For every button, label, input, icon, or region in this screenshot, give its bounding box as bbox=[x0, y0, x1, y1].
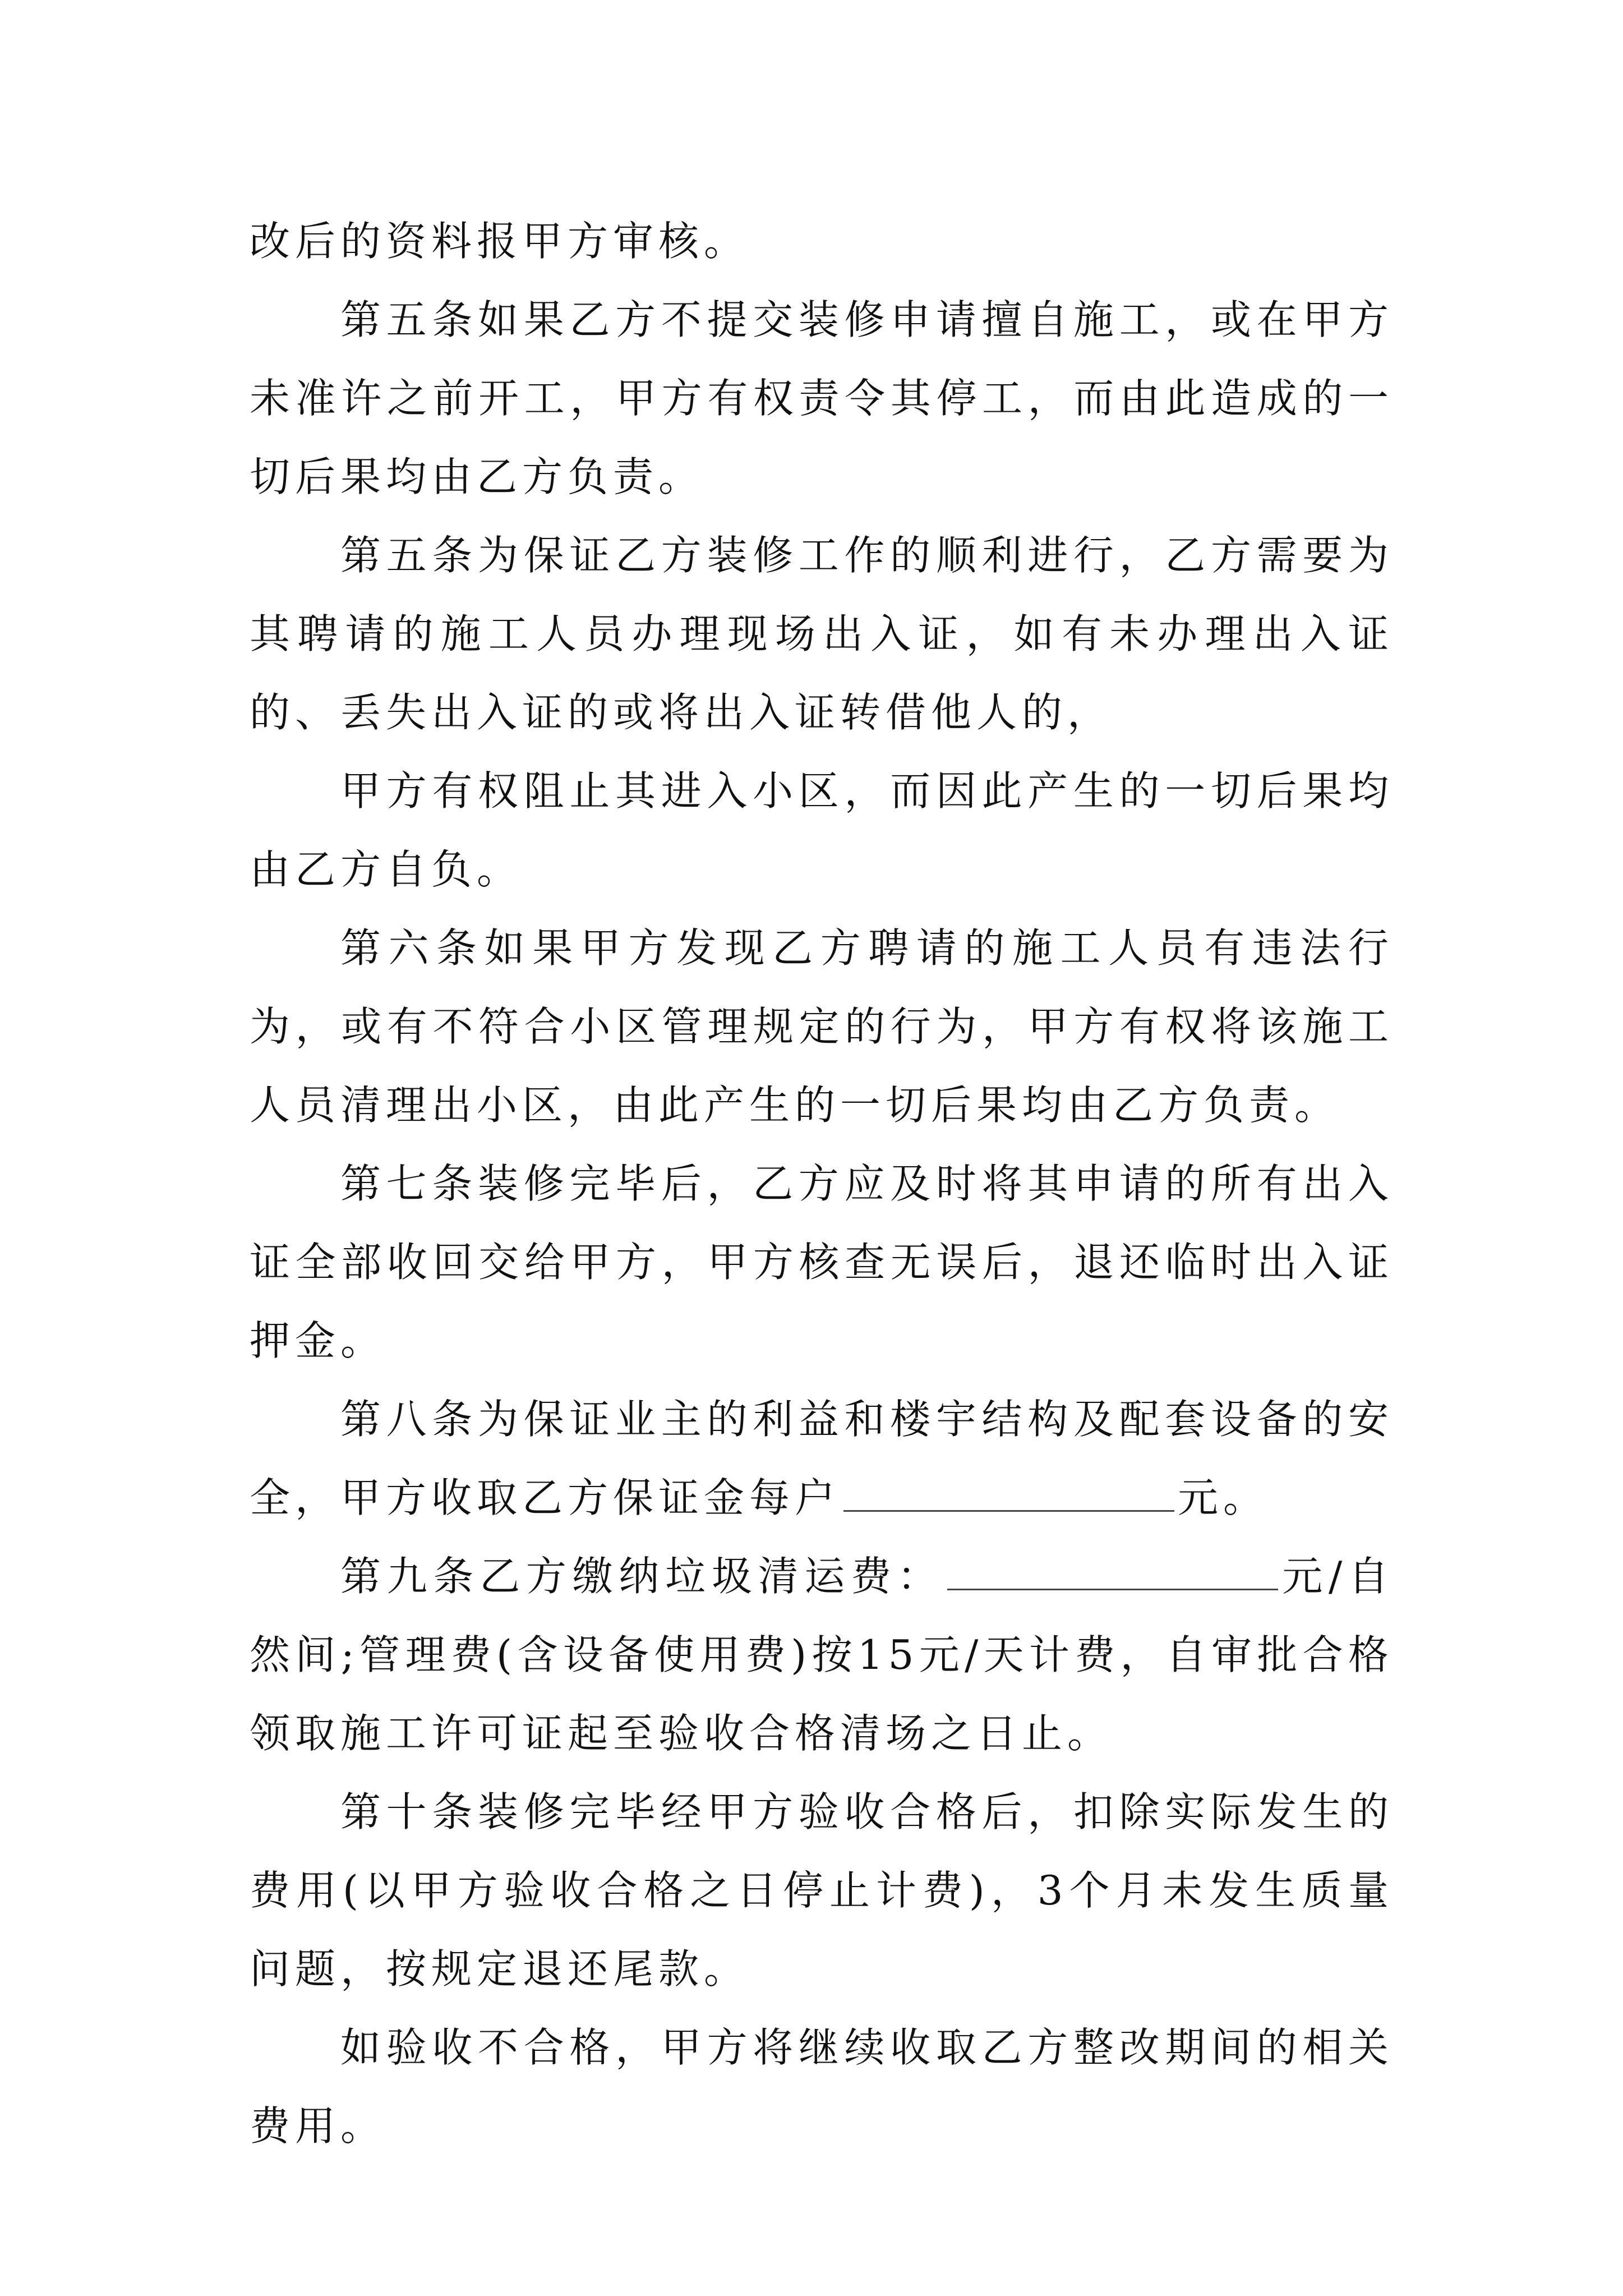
paragraph-article-10: 第十条装修完毕经甲方验收合格后，扣除实际发生的费用(以甲方验收合格之日停止计费)，3个月未发生质量问题，按规定退还尾款。 bbox=[250, 1788, 1394, 1993]
garbage-fee-blank bbox=[947, 1555, 1278, 1590]
paragraph-article-8 bbox=[250, 1380, 1394, 1537]
paragraph-article-5-unauthorized-work: 第五条如果乙方不提交装修申请擅自施工，或在甲方未准许之前开工，甲方有权责令其停工，而由此造成的一切后果均由乙方负责。 bbox=[250, 296, 1394, 500]
paragraph-access-denial: 甲方有权阻止其进入小区，而因此产生的一切后果均由乙方自负。 bbox=[250, 767, 1394, 893]
paragraph-continuation: 改后的资料报甲方审核。 bbox=[250, 218, 750, 265]
deposit-amount-blank bbox=[843, 1476, 1174, 1512]
document-body bbox=[250, 202, 1394, 2165]
article-9-rest: 元/自然间;管理费(含设备使用费)按15元/天计费，自审批合格领取施工许可证起至验收合格清场之日止。 bbox=[250, 1553, 1394, 1757]
article-8-text: 第八条为保证业主的利益和楼宇结构及配套设备的安全，甲方收取乙方保证金每户 bbox=[250, 1396, 1394, 1521]
paragraph-failed-inspection: 如验收不合格，甲方将继续收取乙方整改期间的相关费用。 bbox=[250, 2024, 1394, 2150]
article-9-text: 第九条乙方缴纳垃圾清运费： bbox=[340, 1553, 944, 1600]
paragraph-article-9 bbox=[250, 1537, 1394, 1773]
paragraph-article-7: 第七条装修完毕后，乙方应及时将其申请的所有出入证全部收回交给甲方，甲方核查无误后，退还临时出入证押金。 bbox=[250, 1160, 1394, 1364]
paragraph-article-5-access-pass: 第五条为保证乙方装修工作的顺利进行，乙方需要为其聘请的施工人员办理现场出入证，如有未办理出入证的、丢失出入证的或将出入证转借他人的， bbox=[250, 532, 1394, 736]
paragraph-article-6: 第六条如果甲方发现乙方聘请的施工人员有违法行为，或有不符合小区管理规定的行为，甲方有权将该施工人员清理出小区，由此产生的一切后果均由乙方负责。 bbox=[250, 924, 1394, 1129]
article-8-unit: 元。 bbox=[1178, 1474, 1269, 1521]
